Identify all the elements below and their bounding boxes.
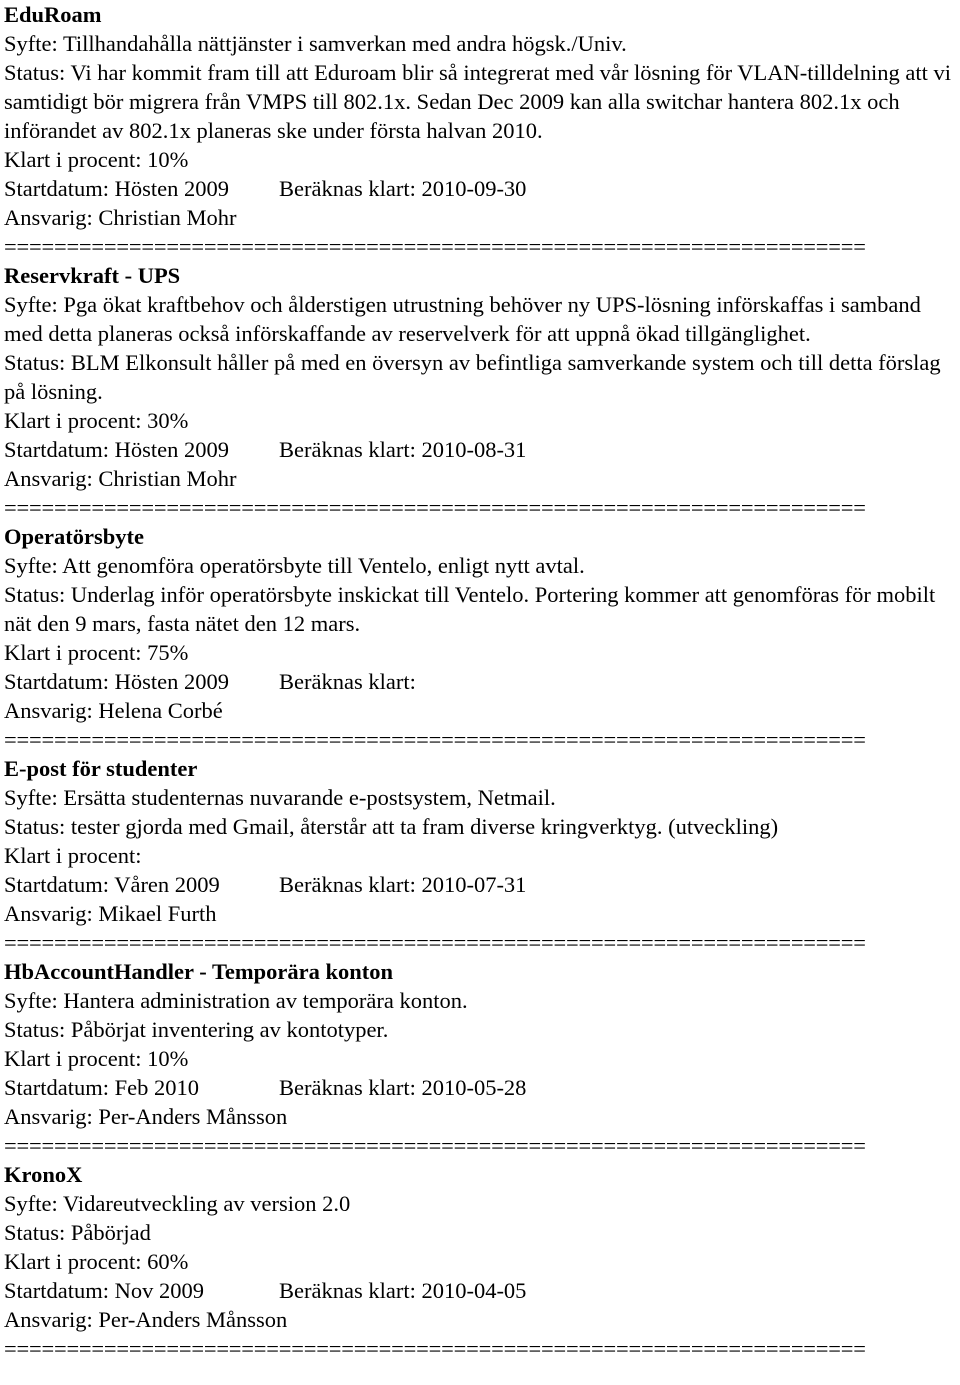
- separator: =====================================================================: [4, 495, 866, 520]
- project-status: Status: Påbörjat inventering av kontotyper.: [4, 1017, 389, 1042]
- project-klart: Klart i procent: 60%: [4, 1249, 189, 1274]
- project-klart: Klart i procent: 10%: [4, 1046, 189, 1071]
- project-status: Status: Underlag inför operatörsbyte inskickat till Ventelo. Portering kommer att genomföras för mobilt nät den 9 mars, fasta nätet den 12 mars.: [4, 582, 936, 636]
- project-status: Status: Påbörjad: [4, 1220, 151, 1245]
- project-dates: [4, 1073, 956, 1102]
- project-beraknas-klart: Beräknas klart: 2010-04-05: [279, 1278, 527, 1303]
- project-dates: [4, 667, 956, 696]
- project-status: Status: tester gjorda med Gmail, återstår att ta fram diverse kringverktyg. (utveckling): [4, 814, 779, 839]
- project-dates: [4, 1276, 956, 1305]
- project-ansvarig: Ansvarig: Per-Anders Månsson: [4, 1307, 288, 1332]
- project-operatorsbyte: [4, 522, 956, 754]
- project-syfte: Syfte: Att genomföra operatörsbyte till Ventelo, enligt nytt avtal.: [4, 553, 585, 578]
- project-startdatum: Startdatum: Feb 2010: [4, 1075, 199, 1100]
- project-startdatum: Startdatum: Nov 2009: [4, 1278, 204, 1303]
- project-beraknas-klart: Beräknas klart: 2010-07-31: [279, 872, 527, 897]
- project-eduroam: [4, 0, 956, 261]
- project-startdatum: Startdatum: Hösten 2009: [4, 437, 229, 462]
- project-title: Operatörsbyte: [4, 524, 144, 549]
- separator: =====================================================================: [4, 234, 866, 259]
- project-syfte: Syfte: Hantera administration av temporära konton.: [4, 988, 468, 1013]
- project-klart: Klart i procent: 10%: [4, 147, 189, 172]
- project-klart: Klart i procent:: [4, 843, 142, 868]
- project-beraknas-klart: Beräknas klart:: [279, 669, 416, 694]
- project-ansvarig: Ansvarig: Christian Mohr: [4, 205, 237, 230]
- project-syfte: Syfte: Vidareutveckling av version 2.0: [4, 1191, 351, 1216]
- project-syfte: Syfte: Ersätta studenternas nuvarande e-postsystem, Netmail.: [4, 785, 556, 810]
- project-ansvarig: Ansvarig: Helena Corbé: [4, 698, 223, 723]
- project-beraknas-klart: Beräknas klart: 2010-05-28: [279, 1075, 527, 1100]
- project-ansvarig: Ansvarig: Per-Anders Månsson: [4, 1104, 288, 1129]
- project-startdatum: Startdatum: Hösten 2009: [4, 176, 229, 201]
- project-hbaccounthandler: [4, 957, 956, 1160]
- separator: =====================================================================: [4, 1336, 866, 1361]
- project-dates: [4, 870, 956, 899]
- project-status: Status: Vi har kommit fram till att Eduroam blir så integrerat med vår lösning för VLAN-tilldelning att vi samtidigt bör migrera från VMPS till 802.1x. Sedan Dec 2009 kan alla switchar hantera 802.1x och införandet av 802.1x planeras ske under första halvan 2010.: [4, 60, 952, 143]
- project-startdatum: Startdatum: Hösten 2009: [4, 669, 229, 694]
- project-klart: Klart i procent: 30%: [4, 408, 189, 433]
- separator: =====================================================================: [4, 727, 866, 752]
- project-title: HbAccountHandler - Temporära konton: [4, 959, 394, 984]
- project-startdatum: Startdatum: Våren 2009: [4, 872, 220, 897]
- project-klart: Klart i procent: 75%: [4, 640, 189, 665]
- project-syfte: Syfte: Tillhandahålla nättjänster i samverkan med andra högsk./Univ.: [4, 31, 627, 56]
- project-beraknas-klart: Beräknas klart: 2010-09-30: [279, 176, 527, 201]
- project-beraknas-klart: Beräknas klart: 2010-08-31: [279, 437, 527, 462]
- project-ansvarig: Ansvarig: Christian Mohr: [4, 466, 237, 491]
- separator: =====================================================================: [4, 1133, 866, 1158]
- project-kronox: [4, 1160, 956, 1363]
- project-reservkraft-ups: [4, 261, 956, 522]
- project-title: EduRoam: [4, 2, 102, 27]
- project-title: E-post för studenter: [4, 756, 198, 781]
- project-syfte: Syfte: Pga ökat kraftbehov och ålderstigen utrustning behöver ny UPS-lösning införskaffas i samband med detta planeras också införskaffande av reservelverk för att uppnå ökad tillgänglighet.: [4, 292, 921, 346]
- project-title: Reservkraft - UPS: [4, 263, 181, 288]
- project-dates: [4, 174, 956, 203]
- project-ansvarig: Ansvarig: Mikael Furth: [4, 901, 217, 926]
- separator: =====================================================================: [4, 930, 866, 955]
- project-dates: [4, 435, 956, 464]
- project-status: Status: BLM Elkonsult håller på med en översyn av befintliga samverkande system och till detta förslag på lösning.: [4, 350, 941, 404]
- project-epost-studenter: [4, 754, 956, 957]
- project-title: KronoX: [4, 1162, 83, 1187]
